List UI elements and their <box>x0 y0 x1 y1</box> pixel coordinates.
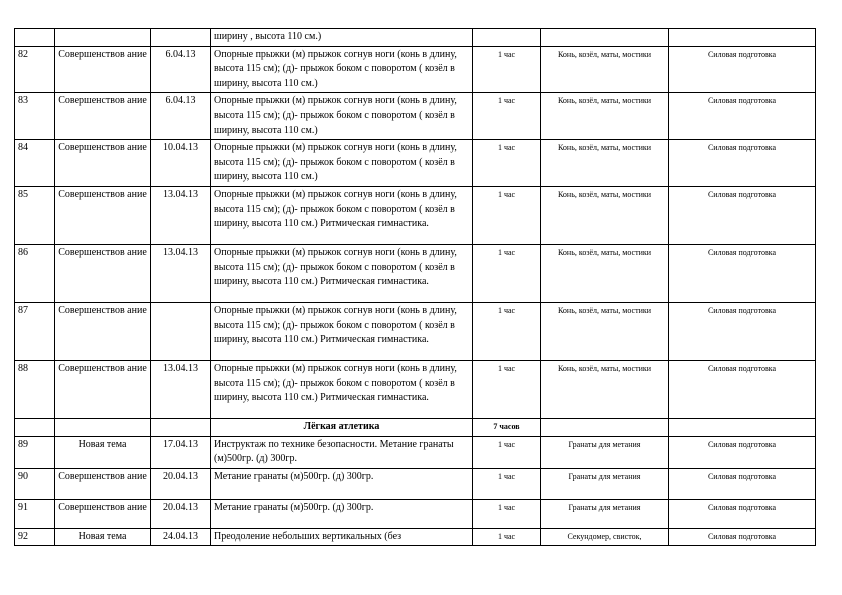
cell-type <box>55 418 151 436</box>
cell-date: 20.04.13 <box>151 468 211 499</box>
cell-num <box>15 29 55 47</box>
cell-type: Совершенствов ание <box>55 468 151 499</box>
cell-num: 88 <box>15 360 55 418</box>
cell-type: Новая тема <box>55 436 151 468</box>
cell-notes: Силовая подготовка <box>669 528 816 546</box>
table-row <box>15 468 816 499</box>
cell-topic: Опорные прыжки (м) прыжок согнув ноги (конь в длину, высота 115 см); (д)- прыжок боком с поворотом ( козёл в ширину, высота 110 см.) Ритмическая гимнастика. <box>211 186 473 244</box>
cell-date <box>151 29 211 47</box>
cell-num: 85 <box>15 186 55 244</box>
cell-hours: 1 час <box>473 360 541 418</box>
cell-hours: 1 час <box>473 244 541 302</box>
cell-type: Совершенствов ание <box>55 499 151 528</box>
cell-equipment: Конь, козёл, маты, мостики <box>541 93 669 140</box>
table-row <box>15 528 816 546</box>
cell-type <box>55 29 151 47</box>
cell-date: 20.04.13 <box>151 499 211 528</box>
cell-hours: 1 час <box>473 528 541 546</box>
cell-type: Совершенствов ание <box>55 140 151 187</box>
cell-hours: 1 час <box>473 468 541 499</box>
cell-type: Совершенствов ание <box>55 302 151 360</box>
cell-num <box>15 418 55 436</box>
cell-num: 83 <box>15 93 55 140</box>
cell-hours: 1 час <box>473 93 541 140</box>
cell-date: 13.04.13 <box>151 244 211 302</box>
lesson-plan-table-sheet <box>14 28 816 546</box>
cell-hours <box>473 29 541 47</box>
cell-type: Совершенствов ание <box>55 360 151 418</box>
cell-notes: Силовая подготовка <box>669 244 816 302</box>
cell-num: 87 <box>15 302 55 360</box>
cell-num: 82 <box>15 46 55 93</box>
cell-hours: 1 час <box>473 140 541 187</box>
cell-topic: Метание гранаты (м)500гр. (д) 300гр. <box>211 468 473 499</box>
table-row-continuation <box>15 29 816 47</box>
cell-equipment: Гранаты для метания <box>541 436 669 468</box>
cell-equipment <box>541 418 669 436</box>
cell-hours: 1 час <box>473 186 541 244</box>
cell-topic: Опорные прыжки (м) прыжок согнув ноги (конь в длину, высота 115 см); (д)- прыжок боком с поворотом ( козёл в ширину, высота 110 см.) Ритмическая гимнастика. <box>211 360 473 418</box>
cell-equipment: Гранаты для метания <box>541 468 669 499</box>
table-row <box>15 302 816 360</box>
cell-hours: 1 час <box>473 46 541 93</box>
cell-equipment: Конь, козёл, маты, мостики <box>541 360 669 418</box>
cell-num: 90 <box>15 468 55 499</box>
cell-notes: Силовая подготовка <box>669 360 816 418</box>
cell-hours: 1 час <box>473 302 541 360</box>
cell-date <box>151 302 211 360</box>
cell-type: Совершенствов ание <box>55 46 151 93</box>
cell-type: Совершенствов ание <box>55 93 151 140</box>
cell-type: Совершенствов ание <box>55 244 151 302</box>
cell-topic: Инструктаж по технике безопасности. Метание гранаты (м)500гр. (д) 300гр. <box>211 436 473 468</box>
table-row <box>15 46 816 93</box>
cell-equipment: Конь, козёл, маты, мостики <box>541 302 669 360</box>
section-hours: 7 часов <box>473 418 541 436</box>
cell-hours: 1 час <box>473 499 541 528</box>
cell-num: 91 <box>15 499 55 528</box>
cell-num: 86 <box>15 244 55 302</box>
table-row <box>15 140 816 187</box>
table-row <box>15 244 816 302</box>
cell-notes: Силовая подготовка <box>669 499 816 528</box>
cell-notes: Силовая подготовка <box>669 186 816 244</box>
cell-equipment: Гранаты для метания <box>541 499 669 528</box>
cell-topic: Преодоление небольших вертикальных (без <box>211 528 473 546</box>
cell-equipment: Конь, козёл, маты, мостики <box>541 140 669 187</box>
section-title: Лёгкая атлетика <box>211 418 473 436</box>
cell-date <box>151 418 211 436</box>
cell-topic: Опорные прыжки (м) прыжок согнув ноги (конь в длину, высота 115 см); (д)- прыжок боком с поворотом ( козёл в ширину, высота 110 см.) <box>211 46 473 93</box>
table-row <box>15 186 816 244</box>
cell-date: 6.04.13 <box>151 93 211 140</box>
cell-num: 92 <box>15 528 55 546</box>
table-row <box>15 93 816 140</box>
cell-equipment: Конь, козёл, маты, мостики <box>541 46 669 93</box>
cell-equipment: Конь, козёл, маты, мостики <box>541 186 669 244</box>
cell-hours: 1 час <box>473 436 541 468</box>
section-row <box>15 418 816 436</box>
cell-topic: Опорные прыжки (м) прыжок согнув ноги (конь в длину, высота 115 см); (д)- прыжок боком с поворотом ( козёл в ширину, высота 110 см.) <box>211 93 473 140</box>
table-row <box>15 499 816 528</box>
cell-notes: Силовая подготовка <box>669 436 816 468</box>
cell-topic: Опорные прыжки (м) прыжок согнув ноги (конь в длину, высота 115 см); (д)- прыжок боком с поворотом ( козёл в ширину, высота 110 см.) Ритмическая гимнастика. <box>211 244 473 302</box>
cell-topic: Опорные прыжки (м) прыжок согнув ноги (конь в длину, высота 115 см); (д)- прыжок боком с поворотом ( козёл в ширину, высота 110 см.) <box>211 140 473 187</box>
cell-notes <box>669 29 816 47</box>
cell-date: 24.04.13 <box>151 528 211 546</box>
cell-num: 89 <box>15 436 55 468</box>
cell-date: 17.04.13 <box>151 436 211 468</box>
cell-type: Новая тема <box>55 528 151 546</box>
cell-notes: Силовая подготовка <box>669 140 816 187</box>
cell-notes: Силовая подготовка <box>669 93 816 140</box>
table-row <box>15 360 816 418</box>
cell-topic: ширину , высота 110 см.) <box>211 29 473 47</box>
cell-equipment <box>541 29 669 47</box>
cell-date: 13.04.13 <box>151 360 211 418</box>
cell-type: Совершенствов ание <box>55 186 151 244</box>
cell-topic: Опорные прыжки (м) прыжок согнув ноги (конь в длину, высота 115 см); (д)- прыжок боком с поворотом ( козёл в ширину, высота 110 см.) Ритмическая гимнастика. <box>211 302 473 360</box>
cell-equipment: Секундомер, свисток, <box>541 528 669 546</box>
cell-topic: Метание гранаты (м)500гр. (д) 300гр. <box>211 499 473 528</box>
cell-date: 13.04.13 <box>151 186 211 244</box>
cell-date: 10.04.13 <box>151 140 211 187</box>
cell-notes: Силовая подготовка <box>669 46 816 93</box>
cell-notes: Силовая подготовка <box>669 468 816 499</box>
table-row <box>15 436 816 468</box>
cell-num: 84 <box>15 140 55 187</box>
cell-notes <box>669 418 816 436</box>
lesson-plan-table <box>14 28 816 546</box>
cell-notes: Силовая подготовка <box>669 302 816 360</box>
cell-date: 6.04.13 <box>151 46 211 93</box>
cell-equipment: Конь, козёл, маты, мостики <box>541 244 669 302</box>
